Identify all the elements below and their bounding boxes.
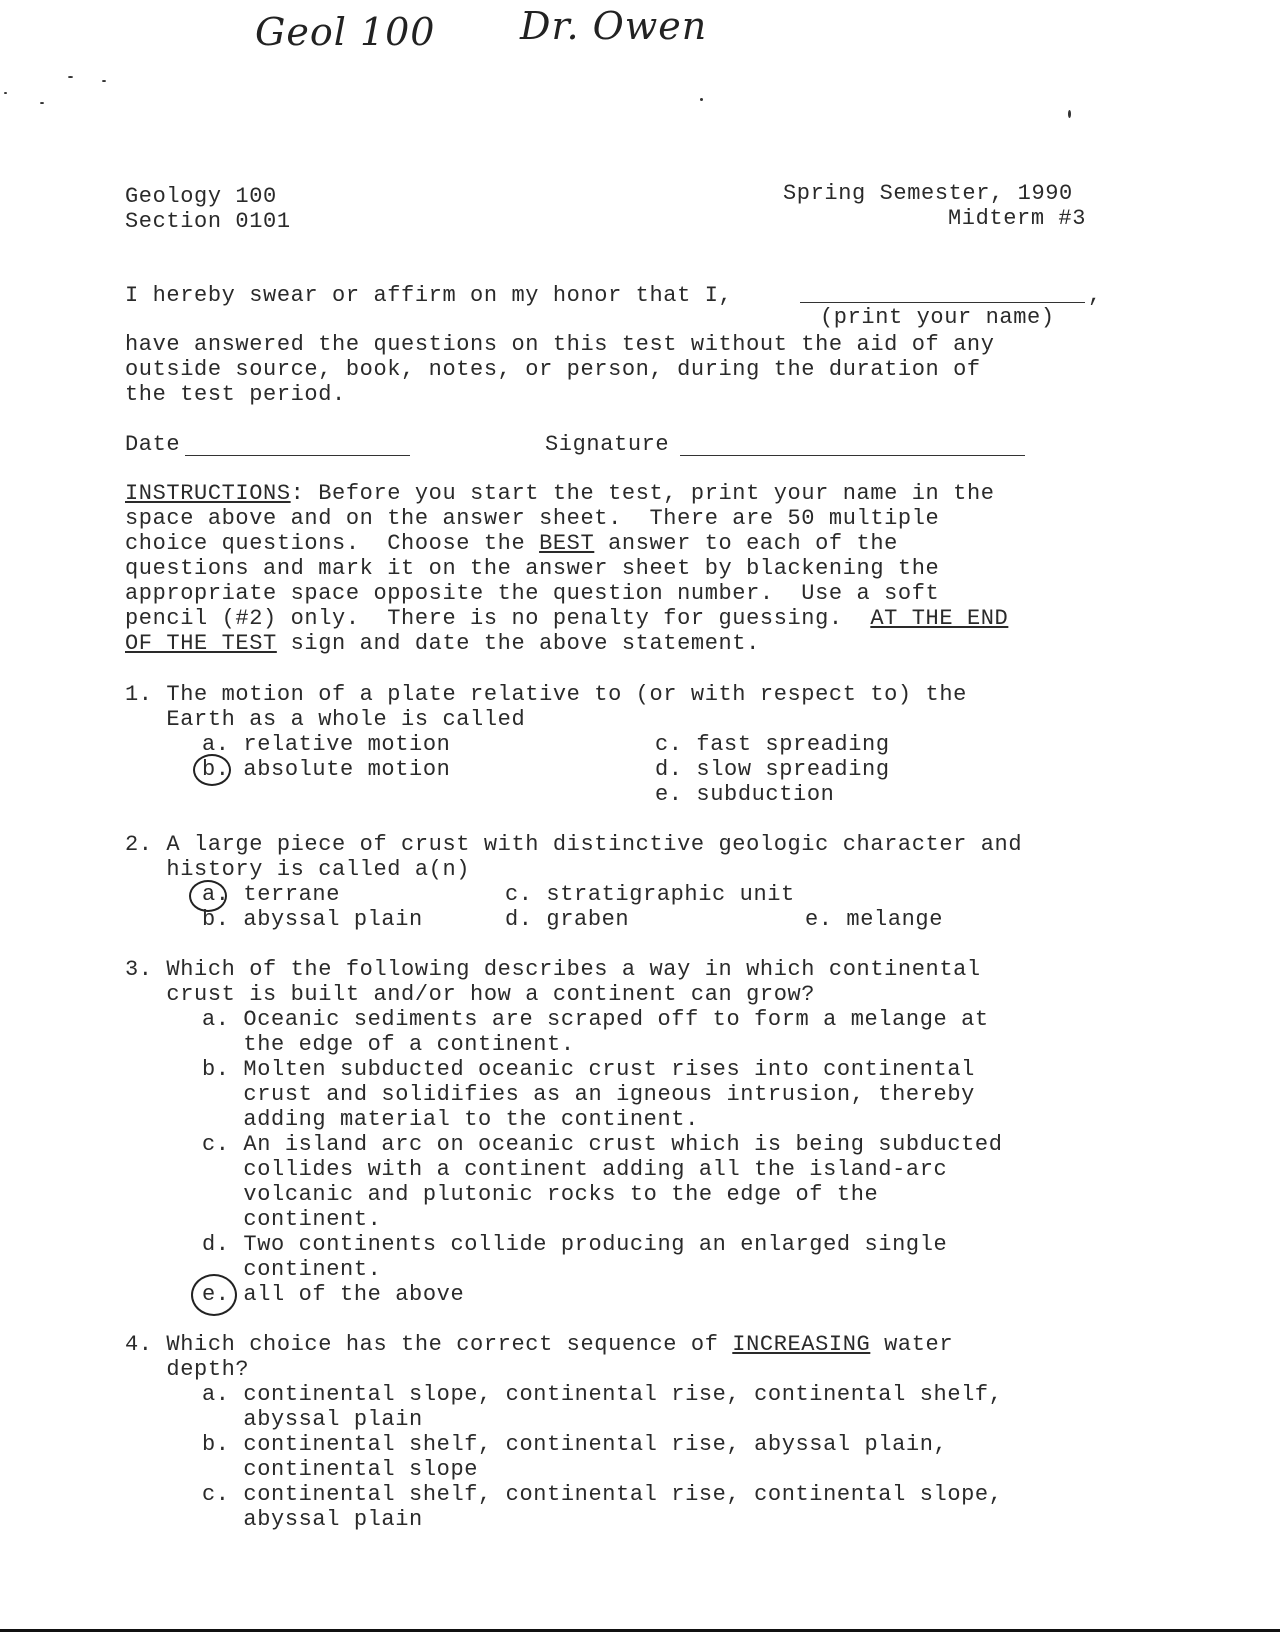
scan-speck bbox=[40, 102, 44, 104]
instructions-line-6 bbox=[125, 606, 1008, 631]
name-underline[interactable] bbox=[800, 302, 1085, 303]
handwritten-course: Geol 100 bbox=[255, 10, 436, 54]
honor-comma: , bbox=[1088, 283, 1102, 308]
q4-stem-1 bbox=[125, 1332, 953, 1357]
end-emphasis-1: AT THE END bbox=[870, 606, 1009, 631]
q1-option-d[interactable]: d. slow spreading bbox=[655, 757, 890, 782]
best-emphasis: BEST bbox=[539, 531, 595, 556]
end-emphasis-2: OF THE TEST bbox=[125, 631, 277, 656]
q4-option-b-2: continental slope bbox=[202, 1457, 479, 1482]
q1-stem-1: 1. The motion of a plate relative to (or with respect to) the bbox=[125, 682, 967, 707]
increasing-emphasis: INCREASING bbox=[732, 1332, 871, 1357]
q3-option-b-3: adding material to the continent. bbox=[202, 1107, 699, 1132]
q2-stem-1: 2. A large piece of crust with distinctive geologic character and bbox=[125, 832, 1023, 857]
honor-line-2: have answered the questions on this test without the aid of any bbox=[125, 332, 995, 357]
q2-option-d[interactable]: d. graben bbox=[505, 907, 630, 932]
instructions-line-3 bbox=[125, 531, 898, 556]
q3-option-c-2: collides with a continent adding all the island-arc bbox=[202, 1157, 948, 1182]
q3-option-d-2: continent. bbox=[202, 1257, 382, 1282]
q4-stem-text: water bbox=[870, 1332, 954, 1357]
q3-option-e[interactable]: e. all of the above bbox=[202, 1282, 465, 1307]
header-section: Section 0101 bbox=[125, 209, 291, 234]
q3-option-d-1[interactable]: d. Two continents collide producing an enlarged single bbox=[202, 1232, 948, 1257]
q4-option-c-2: abyssal plain bbox=[202, 1507, 423, 1532]
instructions-text: sign and date the above statement. bbox=[276, 631, 760, 656]
q3-option-c-3: volcanic and plutonic rocks to the edge of the bbox=[202, 1182, 879, 1207]
q4-option-a-2: abyssal plain bbox=[202, 1407, 423, 1432]
scan-speck bbox=[4, 92, 7, 94]
q3-answer-mark bbox=[191, 1274, 237, 1316]
signature-field[interactable] bbox=[680, 455, 1025, 456]
instructions-line-7 bbox=[125, 631, 760, 656]
honor-line-3: outside source, book, notes, or person, during the duration of bbox=[125, 357, 981, 382]
signature-label: Signature bbox=[545, 432, 670, 457]
instructions-text: : Before you start the test, print your name in the bbox=[290, 481, 995, 506]
q1-option-e[interactable]: e. subduction bbox=[655, 782, 835, 807]
instructions-text: choice questions. Choose the bbox=[125, 531, 540, 556]
q1-stem-2: Earth as a whole is called bbox=[125, 707, 526, 732]
scan-speck bbox=[700, 98, 703, 101]
q3-option-c-1[interactable]: c. An island arc on oceanic crust which is being subducted bbox=[202, 1132, 1003, 1157]
instructions-text: answer to each of the bbox=[594, 531, 898, 556]
q1-answer-mark bbox=[193, 754, 231, 786]
instructions-heading: INSTRUCTIONS bbox=[125, 481, 291, 506]
q2-option-e[interactable]: e. melange bbox=[805, 907, 944, 932]
q2-option-a[interactable]: a. terrane bbox=[202, 882, 341, 907]
scan-speck bbox=[68, 76, 73, 78]
q3-stem-2: crust is built and/or how a continent can grow? bbox=[125, 982, 816, 1007]
instructions-line-1 bbox=[125, 481, 995, 506]
q1-option-b[interactable]: b. absolute motion bbox=[202, 757, 451, 782]
scan-speck bbox=[102, 80, 106, 82]
q2-option-b[interactable]: b. abyssal plain bbox=[202, 907, 423, 932]
honor-line-1: I hereby swear or affirm on my honor that I, bbox=[125, 283, 733, 308]
header-course: Geology 100 bbox=[125, 184, 277, 209]
q3-option-c-4: continent. bbox=[202, 1207, 382, 1232]
q2-stem-2: history is called a(n) bbox=[125, 857, 471, 882]
q3-option-b-2: crust and solidifies as an igneous intrusion, thereby bbox=[202, 1082, 975, 1107]
q4-stem-2: depth? bbox=[125, 1357, 250, 1382]
honor-line-4: the test period. bbox=[125, 382, 346, 407]
instructions-text: pencil (#2) only. There is no penalty for guessing. bbox=[125, 606, 871, 631]
header-exam: Midterm #3 bbox=[948, 206, 1087, 231]
q4-option-b-1[interactable]: b. continental shelf, continental rise, abyssal plain, bbox=[202, 1432, 948, 1457]
instructions-line-5: appropriate space opposite the question number. Use a soft bbox=[125, 581, 940, 606]
q4-option-a-1[interactable]: a. continental slope, continental rise, continental shelf, bbox=[202, 1382, 1003, 1407]
date-label: Date bbox=[125, 432, 181, 457]
q4-option-c-1[interactable]: c. continental shelf, continental rise, continental slope, bbox=[202, 1482, 1003, 1507]
scan-edge-line bbox=[0, 1629, 1280, 1632]
instructions-line-2: space above and on the answer sheet. There are 50 multiple bbox=[125, 506, 940, 531]
q3-option-a-1[interactable]: a. Oceanic sediments are scraped off to form a melange at bbox=[202, 1007, 989, 1032]
header-semester: Spring Semester, 1990 bbox=[783, 181, 1073, 206]
date-field[interactable] bbox=[185, 455, 410, 456]
q1-option-a[interactable]: a. relative motion bbox=[202, 732, 451, 757]
handwritten-instructor: Dr. Owen bbox=[520, 4, 708, 48]
q3-option-a-2: the edge of a continent. bbox=[202, 1032, 575, 1057]
q1-option-c[interactable]: c. fast spreading bbox=[655, 732, 890, 757]
instructions-line-4: questions and mark it on the answer sheet by blackening the bbox=[125, 556, 940, 581]
q4-stem-text: 4. Which choice has the correct sequence of bbox=[125, 1332, 733, 1357]
q3-stem-1: 3. Which of the following describes a way in which continental bbox=[125, 957, 981, 982]
q3-option-b-1[interactable]: b. Molten subducted oceanic crust rises into continental bbox=[202, 1057, 975, 1082]
name-hint: (print your name) bbox=[820, 305, 1055, 330]
q2-option-c[interactable]: c. stratigraphic unit bbox=[505, 882, 795, 907]
scan-speck bbox=[1068, 110, 1071, 118]
